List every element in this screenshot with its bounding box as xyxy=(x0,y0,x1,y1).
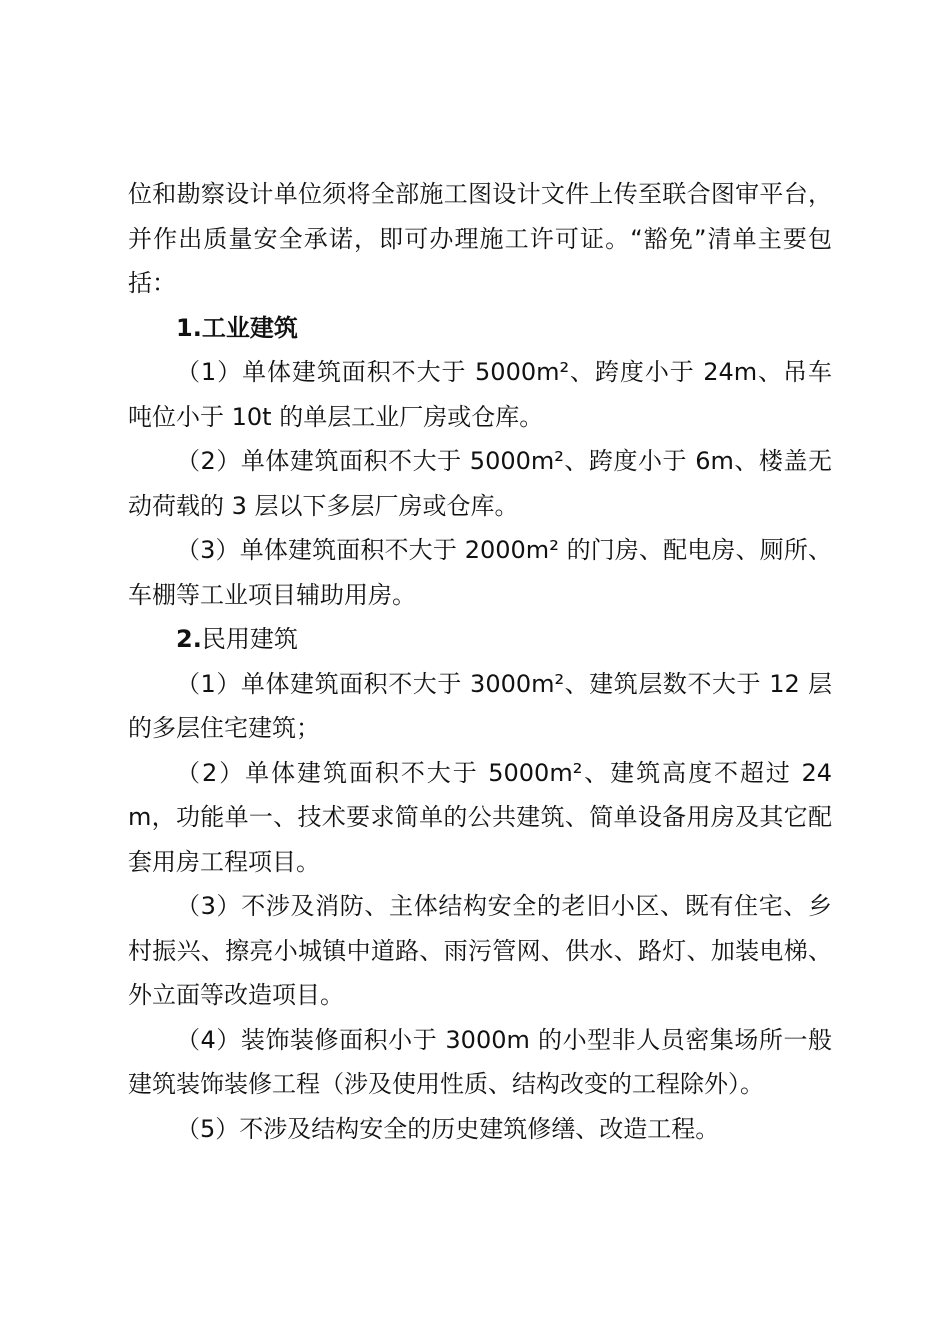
intro-paragraph: 位和勘察设计单位须将全部施工图设计文件上传至联合图审平台，并作出质量安全承诺，即可办理施工许可证。“豁免”清单主要包括： xyxy=(128,180,832,297)
section-number: 1. xyxy=(176,313,202,342)
section-title: 民用建筑 xyxy=(201,625,298,653)
list-item: （1）单体建筑面积不大于 3000m²、建筑层数不大于 12 层的多层住宅建筑； xyxy=(128,669,832,742)
section-heading-civil xyxy=(128,617,832,662)
list-item: （3）不涉及消防、主体结构安全的老旧小区、既有住宅、乡村振兴、擦亮小城镇中道路、雨污管网、供水、路灯、加装电梯、外立面等改造项目。 xyxy=(128,892,832,1009)
list-item: （4）装饰装修面积小于 3000m 的小型非人员密集场所一般建筑装饰装修工程（涉及使用性质、结构改变的工程除外）。 xyxy=(128,1025,832,1098)
list-item: （3）单体建筑面积不大于 2000m² 的门房、配电房、厕所、车棚等工业项目辅助用房。 xyxy=(128,536,832,609)
section-number: 2. xyxy=(176,625,202,653)
list-item: （2）单体建筑面积不大于 5000m²、建筑高度不超过 24m，功能单一、技术要求简单的公共建筑、简单设备用房及其它配套用房工程项目。 xyxy=(128,758,832,876)
list-item: （2）单体建筑面积不大于 5000m²、跨度小于 6m、楼盖无动荷载的 3 层以下多层厂房或仓库。 xyxy=(128,447,832,520)
section-heading-industrial xyxy=(128,306,832,351)
section-title: 工业建筑 xyxy=(201,313,298,342)
list-item: （5）不涉及结构安全的历史建筑修缮、改造工程。 xyxy=(176,1114,720,1143)
document-body xyxy=(128,172,832,1151)
list-item: （1）单体建筑面积不大于 5000m²、跨度小于 24m、吊车吨位小于 10t 的单层工业厂房或仓库。 xyxy=(128,358,832,431)
